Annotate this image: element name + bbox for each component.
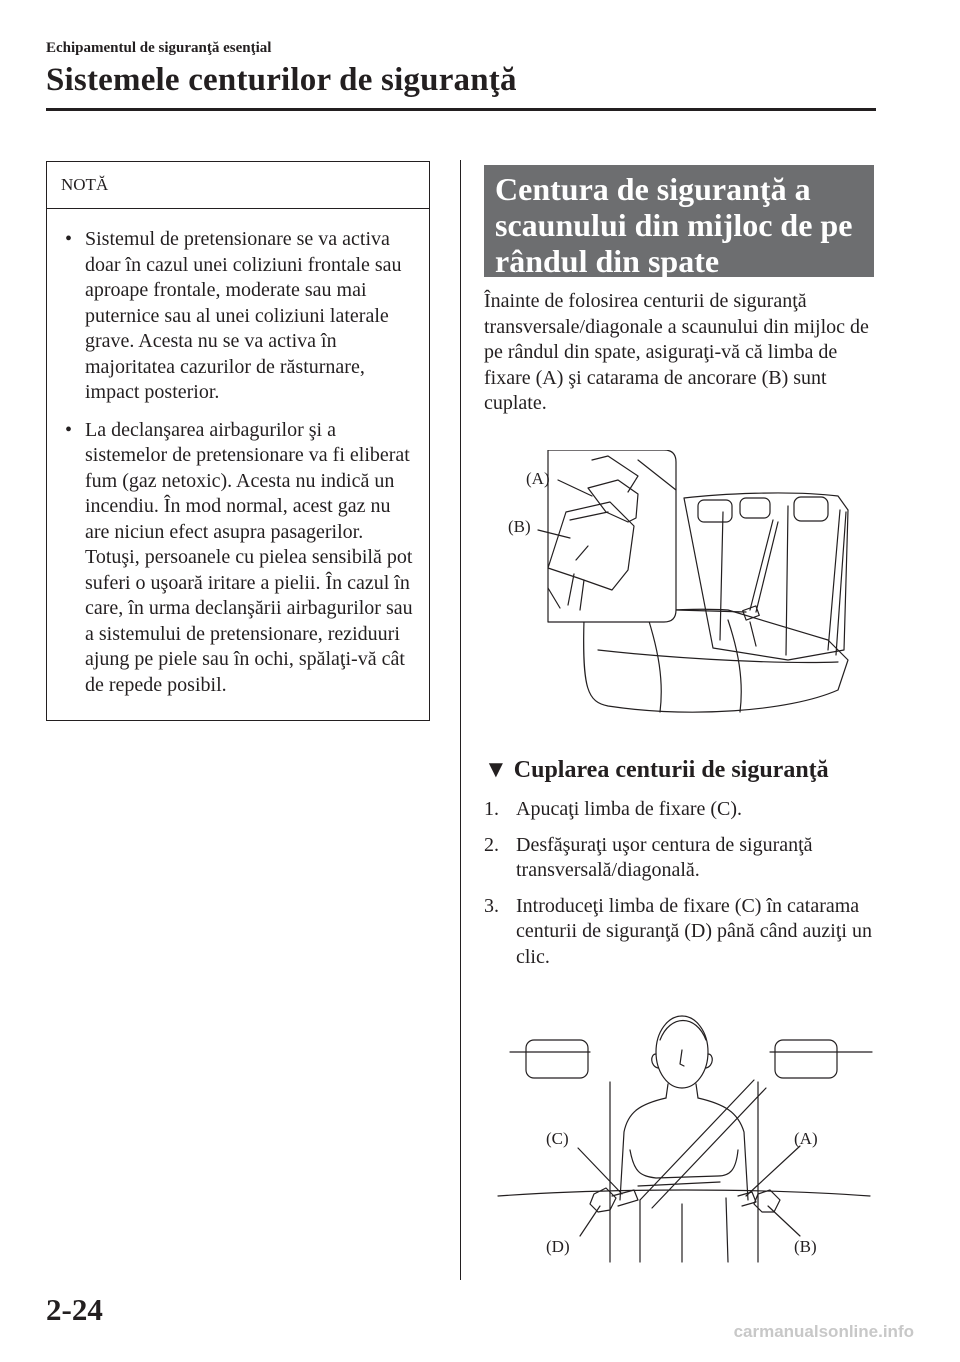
page-title: Sistemele centurilor de siguranţă xyxy=(46,62,517,98)
section-heading: Centura de siguranţă a scaunului din mijloc de pe rândul din spate xyxy=(484,165,874,277)
note-item-text: La declanşarea airbagurilor şi a sistemelor de pretensionare va fi eliberat fum (gaz netoxic). Acesta nu indică un incendiu. În mod normal, acest gaz nu are niciun efect asupra pasagerilor. Totuşi, persoanele cu pielea sensibilă pot suferi o uşoară iritare a pielii. În cazul în care, în urma declanşării airbagurilor sau a sistemului de pretensionare, reziduuri ajung pe piele sau în ochi, spălaţi-vă cât de repede posibil. xyxy=(85,418,413,696)
figure-label-c: (C) xyxy=(546,1129,569,1148)
step-item xyxy=(484,833,874,884)
step-text: Apucaţi limba de fixare (C). xyxy=(516,798,743,820)
step-item xyxy=(484,797,874,823)
belt-fastening-illustration xyxy=(490,1000,875,1265)
bullet-icon: • xyxy=(65,228,73,250)
header-divider xyxy=(46,108,876,111)
figure-label-b: (B) xyxy=(794,1237,817,1256)
figure-label-b: (B) xyxy=(508,517,531,536)
subsection-title: Cuplarea centurii de siguranţă xyxy=(513,757,829,783)
instruction-steps xyxy=(484,797,874,980)
step-number: 3. xyxy=(484,894,499,917)
note-list xyxy=(47,209,429,698)
note-item-text: Sistemul de pretensionare se va activa doar în cazul unei coliziuni frontale sau aproape frontale, moderate sau mai puternice sau al unei coliziuni laterale grave. Acesta nu se va activa în majoritatea cazurilor de răsturnare, impact posterior. xyxy=(85,228,402,403)
bullet-icon: • xyxy=(65,418,73,441)
step-text: Desfăşuraţi uşor centura de siguranţă transversală/diagonală. xyxy=(516,833,813,881)
note-item xyxy=(65,418,419,699)
step-number: 2. xyxy=(484,833,499,856)
note-box xyxy=(46,161,430,721)
step-text: Introduceţi limba de fixare (C) în catarama centurii de siguranţă (D) până când auziţi un clic. xyxy=(516,894,872,968)
figure-label-a: (A) xyxy=(526,469,550,488)
step-item xyxy=(484,894,874,971)
section-label: Echipamentul de siguranţă esenţial xyxy=(46,40,272,56)
triangle-marker-icon: ▼ xyxy=(484,757,508,783)
note-item xyxy=(65,227,419,406)
figure-label-d: (D) xyxy=(546,1237,570,1256)
intro-paragraph: Înainte de folosirea centurii de siguranţă transversale/diagonale a scaunului din mijloc de pe rândul din spate, asiguraţi-vă că limba de fixare (A) şi catarama de ancorare (B) sunt cuplate. xyxy=(484,290,869,414)
step-number: 1. xyxy=(484,798,499,820)
subsection-heading xyxy=(484,757,874,784)
page-number: 2-24 xyxy=(46,1292,103,1327)
site-watermark: carmanualsonline.info xyxy=(733,1322,914,1341)
note-title: NOTĂ xyxy=(47,162,429,209)
figure-label-a: (A) xyxy=(794,1129,818,1148)
column-divider xyxy=(460,160,461,1280)
rear-seat-belt-illustration xyxy=(488,450,873,720)
